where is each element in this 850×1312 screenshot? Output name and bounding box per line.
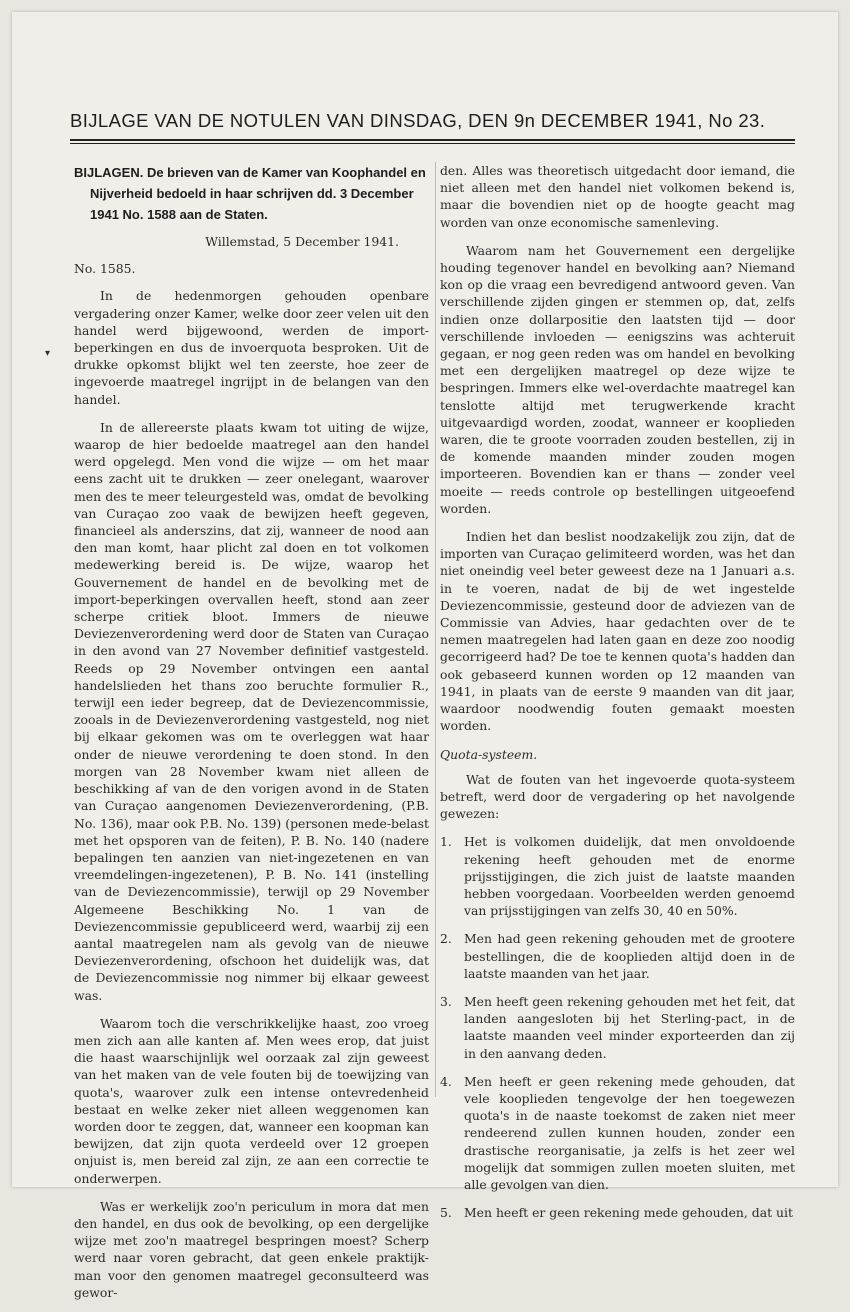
item-text: Men heeft er geen rekening mede gehouden, dat vele kooplieden tengevolge der hen toegewezen quota's in de naaste toekomst de zaken niet meer rendeerend zullen kunnen houden, zonder een drastische reorganisatie, ja zelfs is het zeer wel mogelijk dat sommigen zullen moeten sluiten, met alle gevolgen van dien. (464, 1073, 795, 1192)
item-number: 3. (440, 993, 452, 1009)
item-number: 5. (440, 1205, 452, 1221)
paragraph: Waarom nam het Gouvernement een dergelijke houding tegenover handel en bevolking aan? Niemand kon op die vraag een bevredigend antwoord geven. Van verschillende zijden gingen er stemmen op, dat, zelfs indien onze dollarpositie den laatsten tijd — door verschillende invloeden — eenigszins was achteruit gegaan, er nog geen reden was om handel en bevolking met een dergelijken maatregel op deze wijze te bespringen. Immers elke wel-overdachte maatregel kan tenslotte altijd met terugwerkende kracht uitgevaardigd worden, zoodat, wanneer er kooplieden waren, die te groote voorraden zouden bestellen, zij in de komende maanden minder zouden mogen importeeren. Bovendien kan er thans — zonder veel moeite — reeds controle op bestellingen uitgeoefend worden. (440, 242, 795, 516)
list-item (440, 930, 795, 982)
page-header: BIJLAGE VAN DE NOTULEN VAN DINSDAG, DEN 9n DECEMBER 1941, No 23. (70, 110, 766, 131)
paragraph: Was er werkelijk zoo'n periculum in mora dat men den handel, en dus ook de bevolking, op een dergelijke wijze met zoo'n maatregel bespringen moest? Scherp werd naar voren gebracht, dat geen enkele praktijk-man voor den genomen maatregel geconsulteerd was gewor- (74, 1198, 429, 1300)
item-text: Men heeft geen rekening gehouden met het feit, dat landen aangesloten bij het Sterling-pact, in de laatste maanden veel minder exporteerden dan zij in den aanvang deden. (464, 993, 795, 1061)
margin-mark: ▾ (45, 348, 51, 359)
quota-intro: Wat de fouten van het ingevoerde quota-systeem betreft, werd door de vergadering op het navolgende gewezen: (440, 771, 795, 822)
list-item (440, 1073, 795, 1193)
paragraph: Waarom toch die verschrikkelijke haast, zoo vroeg men zich aan alle kanten af. Men wees erop, dat juist die haast waarschijnlijk wel oorzaak zal zijn geweest van het maken van de vele fouten bij de toewijzing van quota's, waarover zulk een intense ontevredenheid bestaat en welke zeker niet alleen weggenomen kan worden door te zeggen, dat, wanneer een koopman kan bewijzen, dat zijn quota verdeeld over 12 groepen onjuist is, men bereid zal zijn, ze aan een correctie te onderwerpen. (74, 1015, 429, 1186)
paragraph: den. Alles was theoretisch uitgedacht door iemand, die niet alleen met den handel niet volkomen bekend is, maar die bovendien niet op de hoogte geacht mag worden van onze economische samenleving. (440, 163, 795, 230)
item-text: Men had geen rekening gehouden met de grootere bestellingen, die de kooplieden altijd doen in de laatste maanden van het jaar. (464, 931, 795, 981)
document-page (12, 12, 838, 1300)
item-text: Het is volkomen duidelijk, dat men onvoldoende rekening heeft gehouden met de enorme prijsstijgingen, die zich juist de laatste maanden hebben voorgedaan. Voorbeelden werden genoemd van prijsstijgingen van zelfs 30, 40 en 50%. (464, 834, 795, 919)
right-column (440, 162, 795, 1232)
item-number: 2. (440, 931, 452, 947)
quota-list (440, 833, 795, 1221)
dateline: Willemstad, 5 December 1941. (205, 234, 399, 249)
item-number: 1. (440, 834, 452, 850)
letter-number: No. 1585. (74, 261, 136, 277)
item-text: Men heeft er geen rekening mede gehouden, dat uit (464, 1205, 793, 1221)
quota-heading: Quota-systeem. (440, 746, 538, 762)
paragraph: In de hedenmorgen gehouden openbare vergadering onzer Kamer, welke door zeer velen uit den handel werd bijgewoond, werden de import-beperkingen en dus de invoerquota besproken. Uit de drukke opkomst blijkt wel ten zeerste, hoe zeer de ingevoerde maatregel ingrijpt in de belangen van den handel. (74, 288, 429, 407)
paragraph: Indien het dan beslist noodzakelijk zou zijn, dat de importen van Curaçao gelimiteerd worden, was het dan niet oneindig veel beter geweest deze na 1 Januari a.s. in te voeren, nadat de bij de wet ingestelde Deviezencommissie, gesteund door de adviezen van de Commissie van Advies, haar gedachten over de te nemen maatregelen had laten gaan en deze zoo noodig gecorrigeerd had? De toe te kennen quota's hadden dan ook gebaseerd kunnen worden op 12 maanden van 1941, in plaats van de eerste 9 maanden van dit jaar, waardoor noodwendig fouten gemaakt moesten worden. (440, 529, 795, 734)
paragraph: In de allereerste plaats kwam tot uiting de wijze, waarop de hier bedoelde maatregel aan den handel werd opgelegd. Men vond die wijze — om het maar eens zacht uit te drukken — zeer onelegant, waarover men des te meer teleurgesteld was, omdat de bevolking van Curaçao zoo vaak de bewijzen heeft gegeven, financieel als anderszins, dat zij, wanneer de nood aan den man komt, haar plicht zal doen en tot volkomen medewerking bereid is. De wijze, waarop het Gouvernement de handel en de bevolking met de import-beperkingen overvallen heeft, stond aan zeer scherpe critiek bloot. Immers de nieuwe Deviezenverordening werd door de Staten van Curaçao in den avond van 27 November definitief vastgesteld. Reeds op 29 November ontvingen een aantal handelslieden het thans zoo beruchte formulier R., terwijl een ieder begreep, dat de Deviezencommissie, zooals in de Deviezenverordening vastgesteld, nog niet bij elkaar gekomen was om te overleggen wat haar onder de nieuwe verordening te doen stond. In den morgen van 28 November kwam niet alleen de beschikking af van de den vorigen avond in de Staten van Curaçao aangenomen Deviezenverordening, (P.B. No. 136), maar ook P.B. No. 139) (personen mede-belast met het opsporen van de feiten), P. B. No. 140 (nadere bepalingen ten aanzien van niet-ingezetenen en van vreemdelingen-ingezetenen), P. B. No. 141 (instelling van de Deviezencommissie), terwijl op 29 November Algemeene Beschikking No. 1 van de Deviezencommissie gepubliceerd werd, waarbij zij een aantal maatregelen nam als gevolg van de nieuwe Deviezenverordening, ofschoon het duidelijk was, dat de Deviezencommissie nog nimmer bij elkaar geweest was. (74, 419, 429, 1003)
header-rule-thin (70, 143, 795, 144)
list-item (440, 993, 795, 1062)
left-column (74, 162, 429, 1312)
item-number: 4. (440, 1073, 452, 1089)
list-item (440, 833, 795, 919)
bijlagen-heading: BIJLAGEN. De brieven van de Kamer van Koophandel en Nijverheid bedoeld in haar schrijven dd. 3 December 1941 No. 1588 aan de Staten. (74, 165, 426, 222)
column-separator (435, 162, 436, 1097)
header-rule (70, 139, 795, 141)
list-item (440, 1204, 795, 1221)
